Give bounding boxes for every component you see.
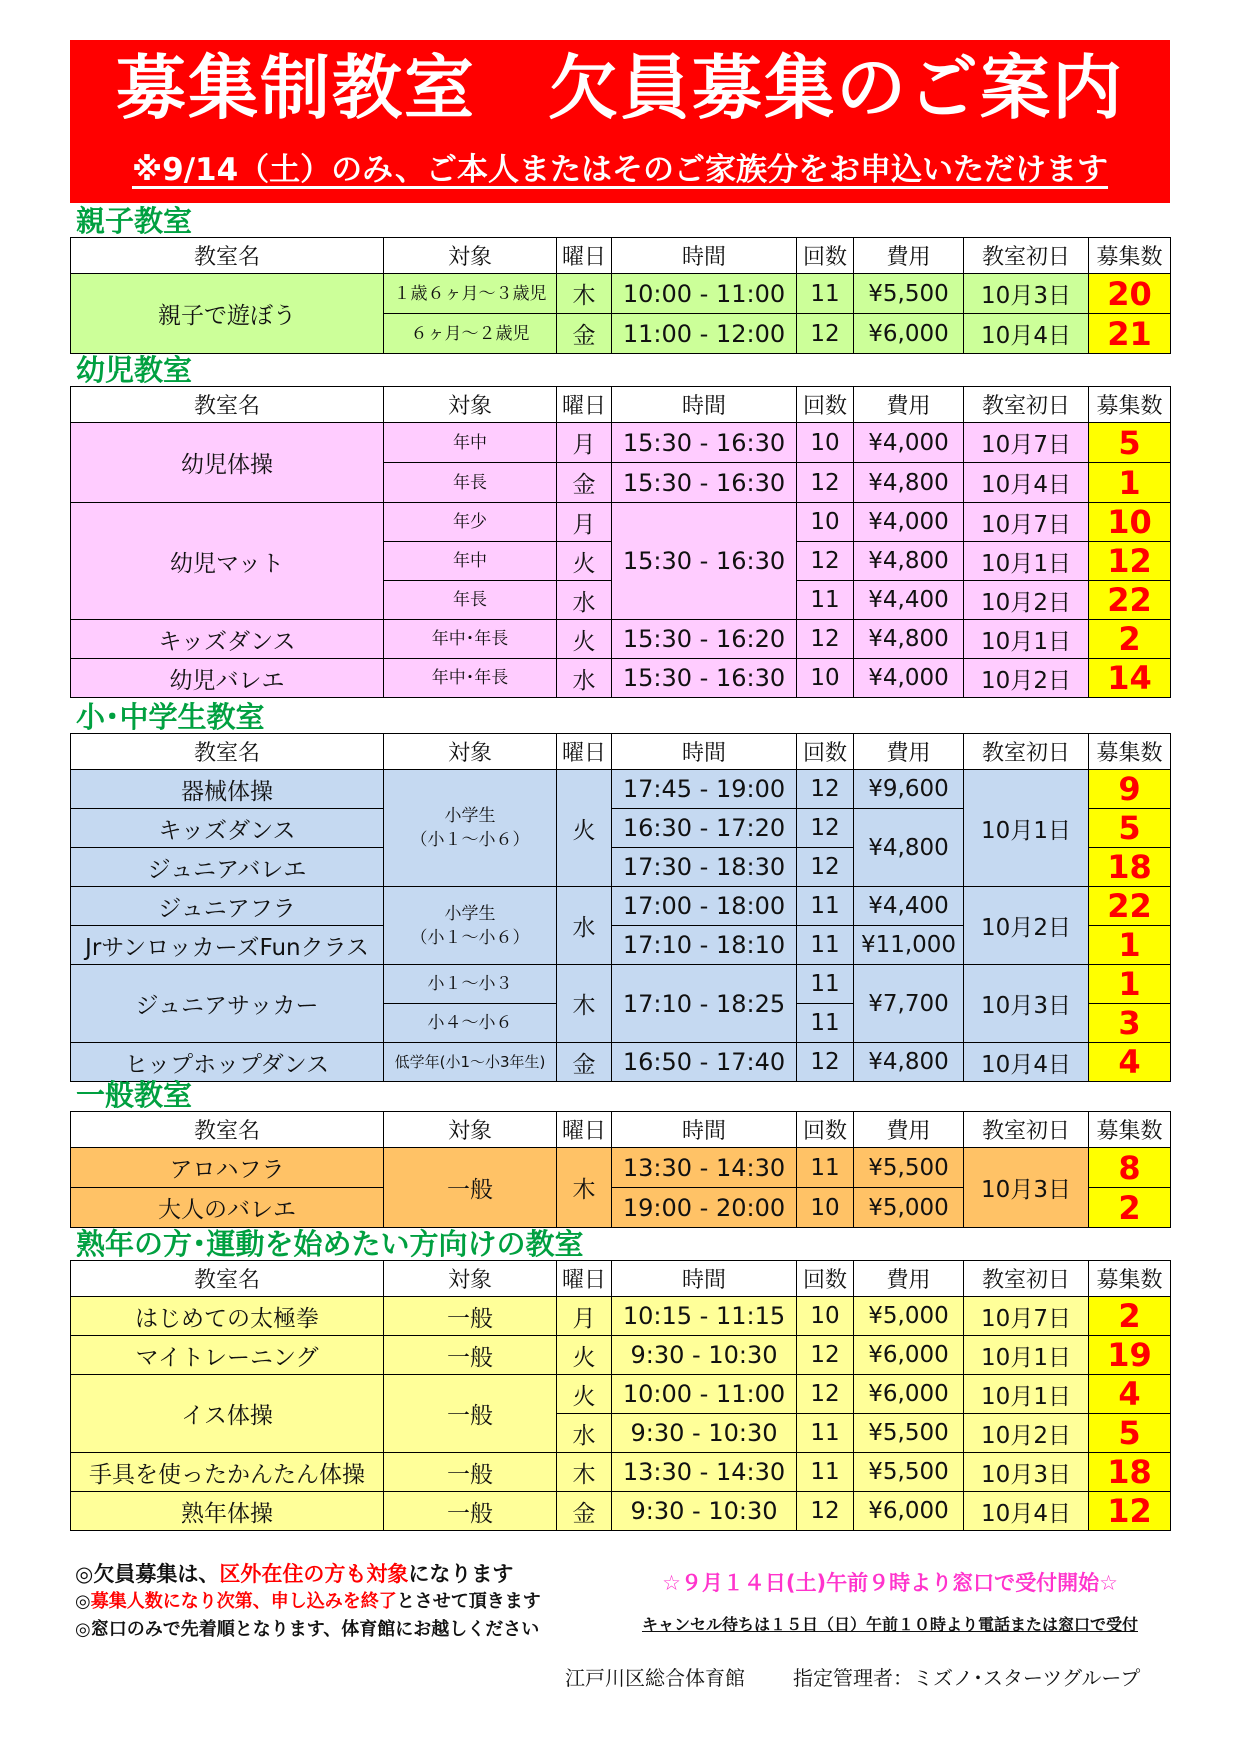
class-name: 大人のバレエ	[71, 1188, 384, 1228]
header-cell: 時間	[612, 238, 797, 274]
target-cell: 一般	[384, 1336, 557, 1375]
header-cell: 対象	[384, 387, 557, 423]
times-cell: 11	[797, 1148, 854, 1188]
target-cell: 小４～小６	[384, 1004, 557, 1043]
table-row	[71, 423, 1171, 463]
fee-cell: ¥9,600	[854, 770, 964, 809]
time-cell: 17:30 - 18:30	[612, 848, 797, 887]
openings-cell: 2	[1089, 1188, 1171, 1228]
target-cell: 年中	[384, 423, 557, 463]
openings-cell: 12	[1089, 542, 1171, 581]
header-cell: 対象	[384, 1112, 557, 1148]
time-cell: 17:00 - 18:00	[612, 887, 797, 926]
table-header	[71, 734, 1171, 770]
day-cell: 火	[557, 1375, 612, 1414]
day-cell: 水	[557, 887, 612, 965]
target-cell: 小１～小３	[384, 965, 557, 1004]
times-cell: 11	[797, 887, 854, 926]
schedule-table-oyako	[70, 237, 1171, 354]
day-cell: 火	[557, 620, 612, 659]
times-cell: 12	[797, 1492, 854, 1531]
times-cell: 10	[797, 1297, 854, 1336]
openings-cell: 5	[1089, 423, 1171, 463]
openings-cell: 21	[1089, 314, 1171, 354]
header-cell: 教室初日	[964, 1112, 1089, 1148]
target-cell: 一般	[384, 1297, 557, 1336]
openings-cell: 3	[1089, 1004, 1171, 1043]
start-date-cell: 10月1日	[964, 1336, 1089, 1375]
header-cell: 費用	[854, 238, 964, 274]
note-1	[75, 1560, 541, 1588]
header-cell: 募集数	[1089, 1112, 1171, 1148]
times-cell: 12	[797, 1375, 854, 1414]
start-date-cell: 10月1日	[964, 620, 1089, 659]
target-cell: 一般	[384, 1375, 557, 1453]
openings-cell: 18	[1089, 848, 1171, 887]
times-cell: 12	[797, 809, 854, 848]
start-date-cell: 10月2日	[964, 659, 1089, 698]
note-2	[75, 1588, 541, 1616]
header-cell: 回数	[797, 1261, 854, 1297]
target-cell: 一般	[384, 1453, 557, 1492]
target-cell: １歳６ヶ月～３歳児	[384, 274, 557, 314]
fee-cell: ¥7,700	[854, 965, 964, 1043]
class-name: 手具を使ったかんたん体操	[71, 1453, 384, 1492]
header-cell: 回数	[797, 387, 854, 423]
note-text: ◎	[75, 1591, 91, 1612]
openings-cell: 18	[1089, 1453, 1171, 1492]
header-cell: 時間	[612, 1261, 797, 1297]
day-cell: 金	[557, 1043, 612, 1082]
header-cell: 回数	[797, 1112, 854, 1148]
table-row	[71, 1043, 1171, 1082]
openings-cell: 22	[1089, 581, 1171, 620]
header-cell: 回数	[797, 734, 854, 770]
class-name: ジュニアサッカー	[71, 965, 384, 1043]
table-header	[71, 387, 1171, 423]
schedule-table-jukunen	[70, 1260, 1171, 1531]
note-emphasis: 区外在住の方も対象	[219, 1562, 409, 1586]
header-cell: 募集数	[1089, 238, 1171, 274]
times-cell: 11	[797, 274, 854, 314]
time-cell: 15:30 - 16:30	[612, 423, 797, 463]
start-date-cell: 10月3日	[964, 965, 1089, 1043]
openings-cell: 1	[1089, 926, 1171, 965]
times-cell: 12	[797, 314, 854, 354]
table-header	[71, 1261, 1171, 1297]
openings-cell: 1	[1089, 965, 1171, 1004]
fee-cell: ¥5,500	[854, 274, 964, 314]
time-cell: 10:00 - 11:00	[612, 1375, 797, 1414]
class-name: キッズダンス	[71, 809, 384, 848]
time-cell: 13:30 - 14:30	[612, 1453, 797, 1492]
header-cell: 回数	[797, 238, 854, 274]
target-cell: 年長	[384, 581, 557, 620]
times-cell: 10	[797, 1188, 854, 1228]
header-cell: 教室名	[71, 1261, 384, 1297]
day-cell: 水	[557, 1414, 612, 1453]
table-row	[71, 503, 1171, 542]
table-row	[71, 965, 1171, 1004]
note-text: とさせて頂きます	[396, 1591, 541, 1612]
openings-cell: 2	[1089, 1297, 1171, 1336]
header-cell: 時間	[612, 387, 797, 423]
start-date-cell: 10月7日	[964, 503, 1089, 542]
start-date-cell: 10月4日	[964, 1492, 1089, 1531]
header-cell: 教室名	[71, 1112, 384, 1148]
day-cell: 月	[557, 423, 612, 463]
day-cell: 金	[557, 463, 612, 503]
target-cell: 年中	[384, 542, 557, 581]
fee-cell: ¥4,800	[854, 463, 964, 503]
note-emphasis: 募集人数になり次第、申し込みを終了	[90, 1591, 397, 1612]
times-cell: 12	[797, 1336, 854, 1375]
time-cell: 17:10 - 18:25	[612, 965, 797, 1043]
schedule-table-yoji	[70, 386, 1171, 698]
times-cell: 12	[797, 542, 854, 581]
table-row	[71, 887, 1171, 926]
header-cell: 対象	[384, 238, 557, 274]
day-cell: 木	[557, 274, 612, 314]
time-cell: 15:30 - 16:30	[612, 659, 797, 698]
start-date-cell: 10月2日	[964, 1414, 1089, 1453]
start-date-cell: 10月2日	[964, 887, 1089, 965]
section-title-oyako: 親子教室	[76, 204, 193, 238]
header-cell: 費用	[854, 387, 964, 423]
openings-cell: 5	[1089, 809, 1171, 848]
start-date-cell: 10月1日	[964, 542, 1089, 581]
class-name: 幼児マット	[71, 503, 384, 620]
day-cell: 木	[557, 1148, 612, 1228]
header-cell: 教室名	[71, 238, 384, 274]
table-header	[71, 1112, 1171, 1148]
day-cell: 月	[557, 1297, 612, 1336]
class-name: ジュニアバレエ	[71, 848, 384, 887]
header-cell: 募集数	[1089, 1261, 1171, 1297]
day-cell: 金	[557, 1492, 612, 1531]
times-cell: 12	[797, 463, 854, 503]
times-cell: 11	[797, 1414, 854, 1453]
start-date-cell: 10月3日	[964, 274, 1089, 314]
day-cell: 木	[557, 965, 612, 1043]
times-cell: 10	[797, 503, 854, 542]
time-cell: 9:30 - 10:30	[612, 1336, 797, 1375]
day-cell: 金	[557, 314, 612, 354]
time-cell: 16:50 - 17:40	[612, 1043, 797, 1082]
time-cell: 11:00 - 12:00	[612, 314, 797, 354]
start-date-cell: 10月1日	[964, 1375, 1089, 1414]
table-header	[71, 238, 1171, 274]
times-cell: 11	[797, 1453, 854, 1492]
fee-cell: ¥4,000	[854, 423, 964, 463]
openings-cell: 9	[1089, 770, 1171, 809]
table-row	[71, 1336, 1171, 1375]
times-cell: 11	[797, 581, 854, 620]
day-cell: 水	[557, 659, 612, 698]
time-cell: 10:00 - 11:00	[612, 274, 797, 314]
times-cell: 12	[797, 1043, 854, 1082]
class-name: 幼児体操	[71, 423, 384, 503]
class-name: 幼児バレエ	[71, 659, 384, 698]
header-cell: 募集数	[1089, 734, 1171, 770]
fee-cell: ¥5,000	[854, 1297, 964, 1336]
time-cell: 15:30 - 16:30	[612, 503, 797, 620]
target-cell: 年長	[384, 463, 557, 503]
day-cell: 木	[557, 1453, 612, 1492]
header-cell: 曜日	[557, 734, 612, 770]
start-date-cell: 10月4日	[964, 314, 1089, 354]
section-title-yoji: 幼児教室	[76, 353, 193, 387]
times-cell: 12	[797, 620, 854, 659]
fee-cell: ¥5,500	[854, 1148, 964, 1188]
class-name: キッズダンス	[71, 620, 384, 659]
fee-cell: ¥5,500	[854, 1453, 964, 1492]
class-name: JrサンロッカーズFunクラス	[71, 926, 384, 965]
start-date-cell: 10月2日	[964, 581, 1089, 620]
fee-cell: ¥11,000	[854, 926, 964, 965]
target-cell: 小学生 （小１～小６）	[384, 887, 557, 965]
class-name: 親子で遊ぼう	[71, 274, 384, 354]
openings-cell: 5	[1089, 1414, 1171, 1453]
time-cell: 13:30 - 14:30	[612, 1148, 797, 1188]
table-row	[71, 1492, 1171, 1531]
class-name: イス体操	[71, 1375, 384, 1453]
openings-cell: 1	[1089, 463, 1171, 503]
manager-name: 指定管理者：ミズノ･スターツグループ	[793, 1666, 1141, 1690]
header-cell: 費用	[854, 734, 964, 770]
footer	[565, 1662, 1188, 1691]
page-subtitle: ※9/14（土）のみ、ご本人またはそのご家族分をお申込いただけます	[131, 152, 1109, 188]
target-cell: 一般	[384, 1148, 557, 1228]
time-cell: 15:30 - 16:30	[612, 463, 797, 503]
header-cell: 対象	[384, 734, 557, 770]
openings-cell: 19	[1089, 1336, 1171, 1375]
header-banner	[70, 40, 1170, 203]
target-cell: 低学年(小1～小3年生)	[384, 1043, 557, 1082]
table-row	[71, 659, 1171, 698]
day-cell: 火	[557, 1336, 612, 1375]
section-title-jukunen: 熟年の方･運動を始めたい方向けの教室	[76, 1227, 584, 1261]
table-row	[71, 770, 1171, 809]
fee-cell: ¥5,000	[854, 1188, 964, 1228]
cancel-wait-notice: キャンセル待ちは１５日（日）午前１０時より電話または窓口で受付	[641, 1615, 1138, 1634]
day-cell: 月	[557, 503, 612, 542]
header-cell: 対象	[384, 1261, 557, 1297]
time-cell: 10:15 - 11:15	[612, 1297, 797, 1336]
start-date-cell: 10月4日	[964, 463, 1089, 503]
start-date-cell: 10月7日	[964, 1297, 1089, 1336]
start-date-cell: 10月1日	[964, 770, 1089, 887]
header-cell: 教室初日	[964, 387, 1089, 423]
header-cell: 募集数	[1089, 387, 1171, 423]
header-cell: 曜日	[557, 387, 612, 423]
time-cell: 9:30 - 10:30	[612, 1492, 797, 1531]
header-cell: 教室名	[71, 734, 384, 770]
header-cell: 時間	[612, 1112, 797, 1148]
openings-cell: 8	[1089, 1148, 1171, 1188]
class-name: 熟年体操	[71, 1492, 384, 1531]
fee-cell: ¥6,000	[854, 1375, 964, 1414]
openings-cell: 4	[1089, 1375, 1171, 1414]
header-cell: 費用	[854, 1112, 964, 1148]
table-row	[71, 1297, 1171, 1336]
times-cell: 10	[797, 423, 854, 463]
target-cell: 年中･年長	[384, 620, 557, 659]
header-cell: 費用	[854, 1261, 964, 1297]
fee-cell: ¥4,400	[854, 581, 964, 620]
target-cell: ６ヶ月～２歳児	[384, 314, 557, 354]
openings-cell: 10	[1089, 503, 1171, 542]
time-cell: 17:45 - 19:00	[612, 770, 797, 809]
times-cell: 11	[797, 1004, 854, 1043]
fee-cell: ¥4,800	[854, 542, 964, 581]
class-name: アロハフラ	[71, 1148, 384, 1188]
fee-cell: ¥5,500	[854, 1414, 964, 1453]
fee-cell: ¥4,800	[854, 1043, 964, 1082]
schedule-table-ippan	[70, 1111, 1171, 1228]
note-text: ◎欠員募集は、	[75, 1562, 220, 1586]
class-name: マイトレーニング	[71, 1336, 384, 1375]
fee-cell: ¥6,000	[854, 1336, 964, 1375]
fee-cell: ¥4,000	[854, 503, 964, 542]
times-cell: 11	[797, 965, 854, 1004]
page-title: 募集制教室 欠員募集のご案内	[116, 47, 1124, 129]
venue-name: 江戸川区総合体育館	[565, 1666, 745, 1690]
openings-cell: 4	[1089, 1043, 1171, 1082]
reception-start-notice: ☆９月１４日(土)午前９時より窓口で受付開始☆	[662, 1571, 1118, 1595]
target-cell: 年中･年長	[384, 659, 557, 698]
header-cell: 時間	[612, 734, 797, 770]
time-cell: 9:30 - 10:30	[612, 1414, 797, 1453]
time-cell: 15:30 - 16:20	[612, 620, 797, 659]
schedule-table-sho	[70, 733, 1171, 1082]
openings-cell: 12	[1089, 1492, 1171, 1531]
table-row	[71, 1453, 1171, 1492]
day-cell: 水	[557, 581, 612, 620]
table-row	[71, 1375, 1171, 1414]
class-name: 器械体操	[71, 770, 384, 809]
header-cell: 教室名	[71, 387, 384, 423]
header-cell: 曜日	[557, 238, 612, 274]
fee-cell: ¥4,800	[854, 620, 964, 659]
time-cell: 17:10 - 18:10	[612, 926, 797, 965]
times-cell: 10	[797, 659, 854, 698]
header-cell: 教室初日	[964, 238, 1089, 274]
openings-cell: 22	[1089, 887, 1171, 926]
openings-cell: 14	[1089, 659, 1171, 698]
day-cell: 火	[557, 770, 612, 887]
table-row	[71, 274, 1171, 314]
time-cell: 16:30 - 17:20	[612, 809, 797, 848]
times-cell: 12	[797, 848, 854, 887]
fee-cell: ¥6,000	[854, 1492, 964, 1531]
fee-cell: ¥4,400	[854, 887, 964, 926]
table-row	[71, 1148, 1171, 1188]
notes	[75, 1560, 541, 1644]
fee-cell: ¥6,000	[854, 314, 964, 354]
table-row	[71, 620, 1171, 659]
target-cell: 一般	[384, 1492, 557, 1531]
target-cell: 年少	[384, 503, 557, 542]
fee-cell: ¥4,800	[854, 809, 964, 887]
section-title-sho: 小･中学生教室	[76, 700, 265, 734]
note-text: になります	[408, 1562, 514, 1586]
start-date-cell: 10月3日	[964, 1453, 1089, 1492]
start-date-cell: 10月7日	[964, 423, 1089, 463]
header-cell: 曜日	[557, 1261, 612, 1297]
time-cell: 19:00 - 20:00	[612, 1188, 797, 1228]
class-name: ジュニアフラ	[71, 887, 384, 926]
header-cell: 教室初日	[964, 1261, 1089, 1297]
class-name: はじめての太極拳	[71, 1297, 384, 1336]
header-cell: 教室初日	[964, 734, 1089, 770]
class-name: ヒップホップダンス	[71, 1043, 384, 1082]
section-title-ippan: 一般教室	[76, 1078, 193, 1112]
openings-cell: 2	[1089, 620, 1171, 659]
target-cell: 小学生 （小１～小６）	[384, 770, 557, 887]
openings-cell: 20	[1089, 274, 1171, 314]
day-cell: 火	[557, 542, 612, 581]
start-date-cell: 10月4日	[964, 1043, 1089, 1082]
times-cell: 12	[797, 770, 854, 809]
header-cell: 曜日	[557, 1112, 612, 1148]
note-3: ◎窓口のみで先着順となります、体育館にお越しください	[75, 1619, 540, 1640]
start-date-cell: 10月3日	[964, 1148, 1089, 1228]
times-cell: 11	[797, 926, 854, 965]
fee-cell: ¥4,000	[854, 659, 964, 698]
